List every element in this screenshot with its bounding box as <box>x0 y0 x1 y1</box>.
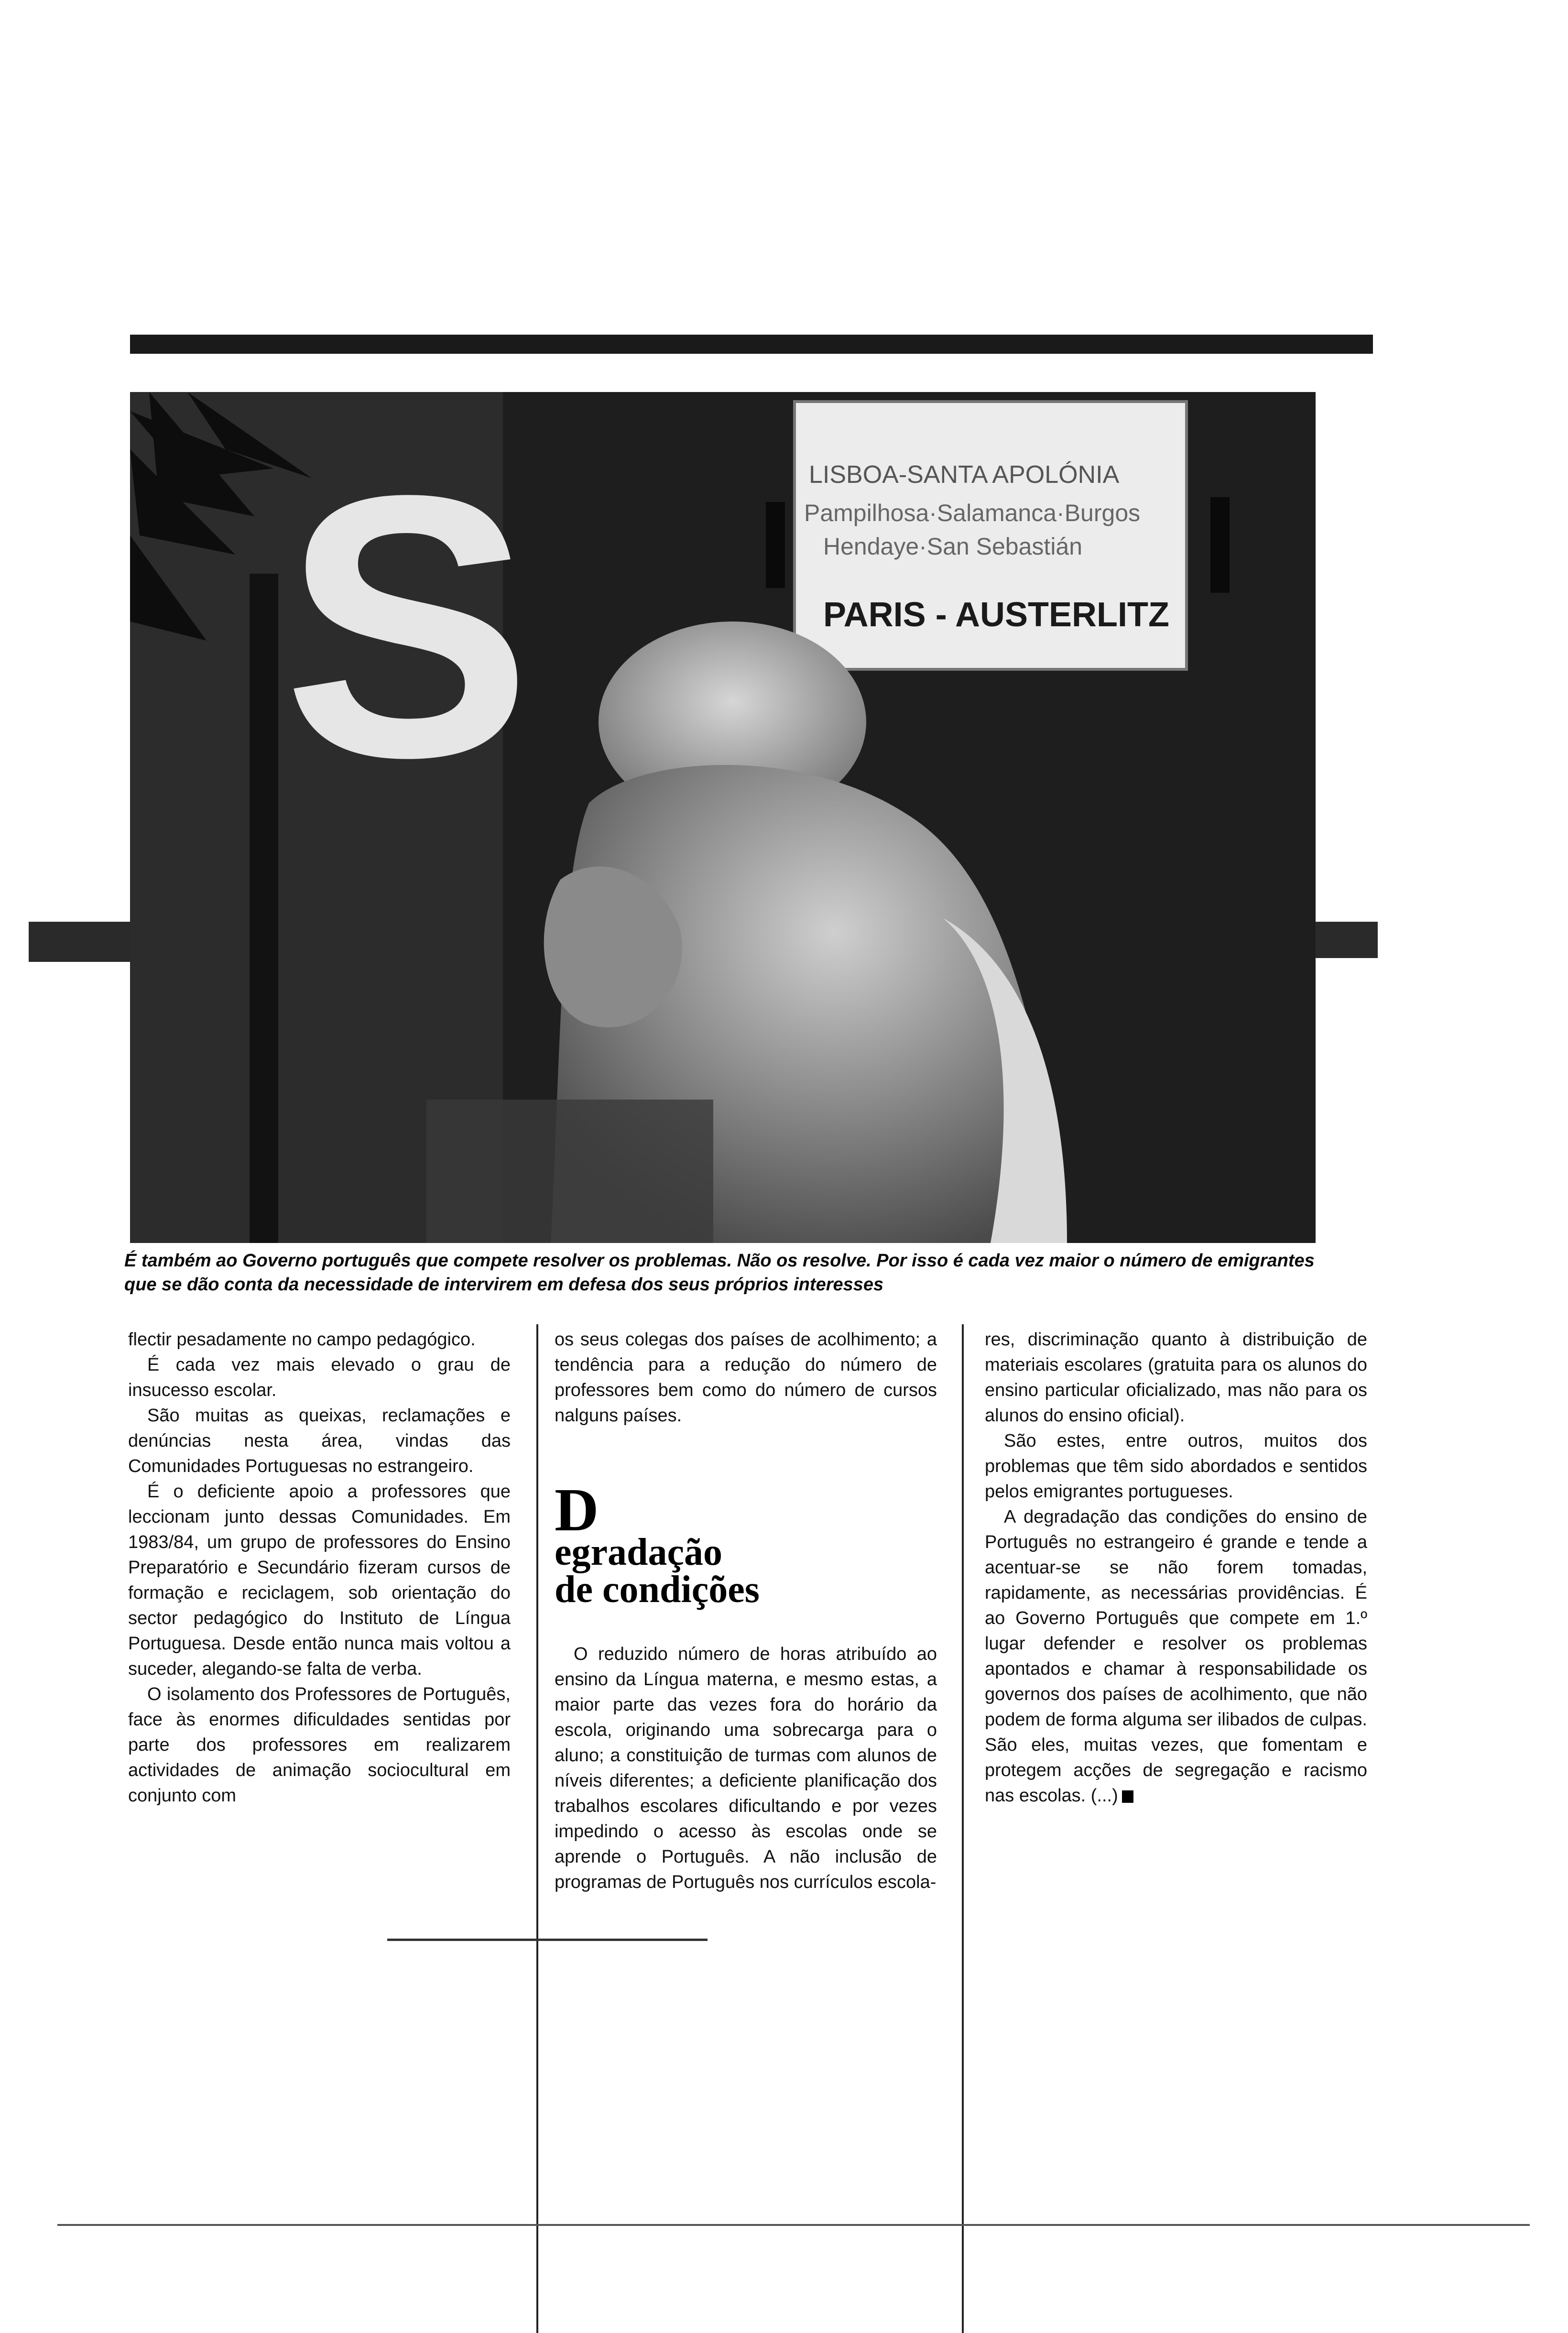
page-edge-rule <box>57 2224 1530 2226</box>
heading-word: egradação <box>555 1531 723 1573</box>
paragraph: É o deficiente apoio a professores que leccionam junto dessas Comunidades. Em 1983/84, um grupo de professores do Ensino Preparatório e Secundário fizeram cursos de formação e reciclagem, sob orientação do sector pedagógico do Instituto de Língua Portuguesa. Desde então nunca mais voltou a suceder, alegando-se falta de verba. <box>128 1482 511 1679</box>
photo-illustration <box>130 392 1316 1243</box>
large-letter-s: S <box>283 418 532 835</box>
paragraph: res, discriminação quanto à distribuição de materiais escolares (gratuita para os alunos do ensino particular oficializado, mas não para os alunos do ensino oficial). <box>985 1330 1367 1426</box>
paragraph: flectir pesadamente no campo pedagógico. <box>128 1330 476 1350</box>
sign-line-1: LISBOA-SANTA APOLÓNIA <box>809 461 1120 489</box>
section-heading <box>555 1476 937 1611</box>
paragraph: São muitas as queixas, reclamações e denúncias nesta área, vindas das Comunidades Portuguesas no estrangeiro. <box>128 1406 511 1476</box>
article-photo <box>130 392 1316 1243</box>
column-rule-1 <box>536 1324 538 2333</box>
column-rule-2 <box>962 1324 964 2333</box>
paragraph: É cada vez mais elevado o grau de insucesso escolar. <box>128 1355 511 1400</box>
article-column-1 <box>128 1327 511 1809</box>
heading-initial: D <box>555 1476 599 1544</box>
paragraph: os seus colegas dos países de acolhimento; a tendência para a redução do número de professores bem como do número de cursos nalguns países. <box>555 1330 937 1426</box>
heading-line-2: de condições <box>555 1569 760 1611</box>
right-margin-bar <box>1316 922 1378 958</box>
paragraph: O isolamento dos Professores de Português, face às enormes dificuldades sentidas por parte dos professores em realizarem actividades de animação sociocultural em conjunto com <box>128 1684 511 1806</box>
station-sign <box>766 402 1230 669</box>
paragraph-text: A degradação das condições do ensino de Português no estrangeiro é grande e tende a acentuar-se se não forem tomadas, rapidamente, as necessárias providências. É ao Governo Português que compete em 1.º lugar defender e resolver os problemas apontados e chamar à responsabilidade os governos dos países de acolhimento, que não podem de forma alguma ser ilibados de culpas. São eles, muitas vezes, que fomentam e protegem acções de segregação e racismo nas escolas. (...) <box>985 1507 1367 1806</box>
paragraph: O reduzido número de horas atribuído ao ensino da Língua materna, e mesmo estas, a maior parte das vezes fora do horário da escola, originando uma sobrecarga para o aluno; a constituição de turmas com alunos de níveis diferentes; a deficiente planificação dos trabalhos escolares dificultando e por vezes impedindo o acesso às escolas onde se aprende o Português. A não inclusão de programas de Português nos currículos escola- <box>555 1644 937 1892</box>
top-rule <box>130 335 1373 354</box>
sign-line-2: Pampilhosa·Salamanca·Burgos <box>804 500 1141 526</box>
photo-caption: É também ao Governo português que compete resolver os problemas. Não os resolve. Por isso é cada vez maior o número de emigrantes que se dão conta da necessidade de intervirem em defesa dos seus próprios interesses <box>124 1251 1315 1295</box>
sign-line-3: Hendaye·San Sebastián <box>823 533 1083 560</box>
article-column-2 <box>555 1327 937 1895</box>
bottom-rule <box>387 1939 708 1941</box>
end-of-article-mark <box>1122 1790 1133 1803</box>
paragraph-end <box>985 1504 1367 1809</box>
article-column-3 <box>985 1327 1367 1809</box>
sign-line-4: PARIS - AUSTERLITZ <box>823 596 1169 634</box>
left-margin-bar <box>29 922 131 962</box>
paragraph: São estes, entre outros, muitos dos problemas que têm sido abordados e sentidos pelos emigrantes portugueses. <box>985 1431 1367 1502</box>
